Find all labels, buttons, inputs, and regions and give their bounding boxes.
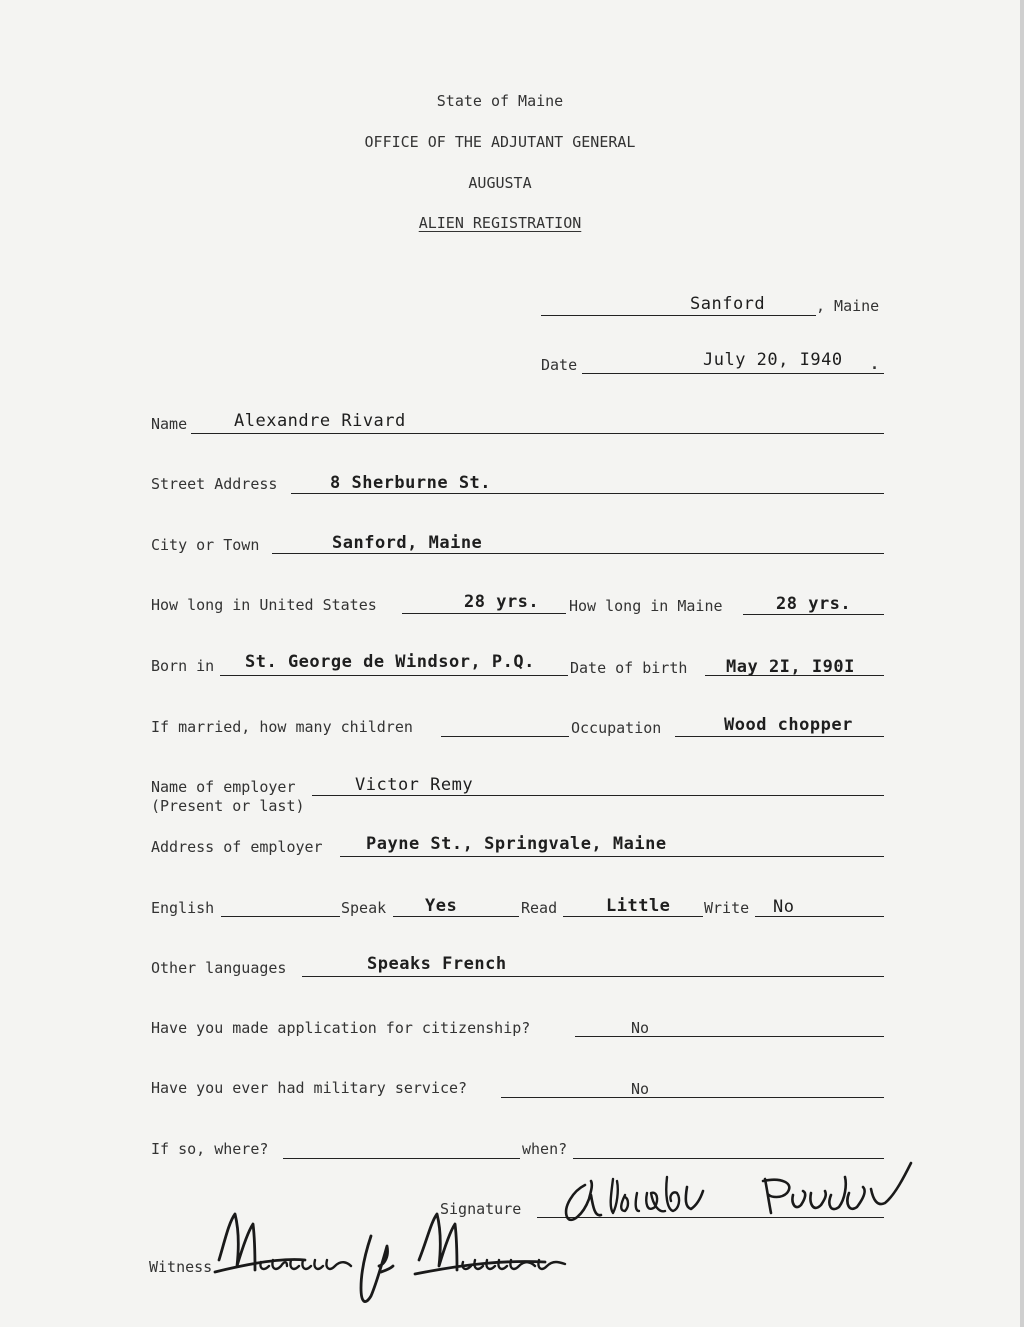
citizenship-value: No (631, 1019, 650, 1037)
english-line (221, 916, 340, 917)
name-label: Name (151, 415, 188, 433)
header-office: OFFICE OF THE ADJUTANT GENERAL (364, 133, 636, 151)
occupation-line (675, 736, 884, 737)
street-address-value: 8 Sherburne St. (330, 473, 492, 493)
when-label: when? (522, 1140, 568, 1158)
other-languages-line (302, 976, 884, 977)
city-line (272, 553, 884, 554)
date-label: Date (541, 356, 578, 374)
date-of-birth-line (705, 675, 884, 676)
occupation-label: Occupation (571, 719, 662, 737)
other-languages-label: Other languages (151, 959, 287, 977)
how-long-maine-value: 28 yrs. (776, 594, 852, 614)
place-value: Sanford (690, 294, 766, 314)
street-address-label: Street Address (151, 475, 278, 493)
witness-signature-handwriting (205, 1200, 585, 1310)
military-line (501, 1097, 884, 1098)
military-value: No (631, 1080, 650, 1098)
form-title: ALIEN REGISTRATION (418, 214, 582, 232)
born-in-label: Born in (151, 657, 215, 675)
children-line (441, 736, 569, 737)
how-long-us-value: 28 yrs. (464, 592, 540, 612)
place-suffix: , Maine (816, 297, 880, 315)
employer-address-label: Address of employer (151, 838, 323, 856)
signature-handwriting (555, 1155, 925, 1235)
employer-sublabel: (Present or last) (151, 797, 305, 815)
how-long-us-line (402, 613, 566, 614)
where-line (283, 1158, 520, 1159)
name-value: Alexandre Rivard (234, 411, 406, 431)
write-label: Write (704, 899, 750, 917)
header-state: State of Maine (436, 92, 564, 110)
read-label: Read (521, 899, 558, 917)
other-languages-value: Speaks French (367, 954, 507, 974)
english-label: English (151, 899, 215, 917)
place-line (541, 315, 816, 316)
speak-value: Yes (425, 896, 458, 916)
employer-address-line (340, 856, 884, 857)
city-label: City or Town (151, 536, 260, 554)
name-line (191, 433, 884, 434)
city-value: Sanford, Maine (332, 533, 483, 553)
occupation-value: Wood chopper (724, 715, 853, 735)
speak-label: Speak (341, 899, 387, 917)
citizenship-label: Have you made application for citizenship? (151, 1019, 531, 1037)
witness-label: Witness (149, 1258, 213, 1276)
how-long-maine-label: How long in Maine (569, 597, 723, 615)
date-of-birth-value: May 2I, I90I (726, 657, 855, 677)
employer-line (312, 795, 884, 796)
header-city: AUGUSTA (468, 174, 532, 192)
how-long-maine-line (743, 614, 884, 615)
date-value: July 20, I940 (703, 350, 843, 370)
date-trail: . (870, 355, 880, 373)
military-label: Have you ever had military service? (151, 1079, 468, 1097)
date-line (582, 373, 884, 374)
employer-address-value: Payne St., Springvale, Maine (366, 834, 667, 854)
speak-line (393, 916, 519, 917)
write-value: No (773, 897, 795, 917)
street-address-line (291, 493, 884, 494)
where-label: If so, where? (151, 1140, 269, 1158)
children-label: If married, how many children (151, 718, 413, 736)
how-long-us-label: How long in United States (151, 596, 377, 614)
employer-value: Victor Remy (355, 775, 474, 795)
citizenship-line (575, 1036, 884, 1037)
write-line (755, 916, 884, 917)
read-line (563, 916, 703, 917)
signature-label: Signature (440, 1200, 522, 1218)
born-in-value: St. George de Windsor, P.Q. (245, 652, 535, 672)
page-edge (1020, 0, 1024, 1327)
employer-label: Name of employer (151, 778, 296, 796)
born-in-line (220, 675, 568, 676)
read-value: Little (606, 896, 671, 916)
date-of-birth-label: Date of birth (570, 659, 688, 677)
